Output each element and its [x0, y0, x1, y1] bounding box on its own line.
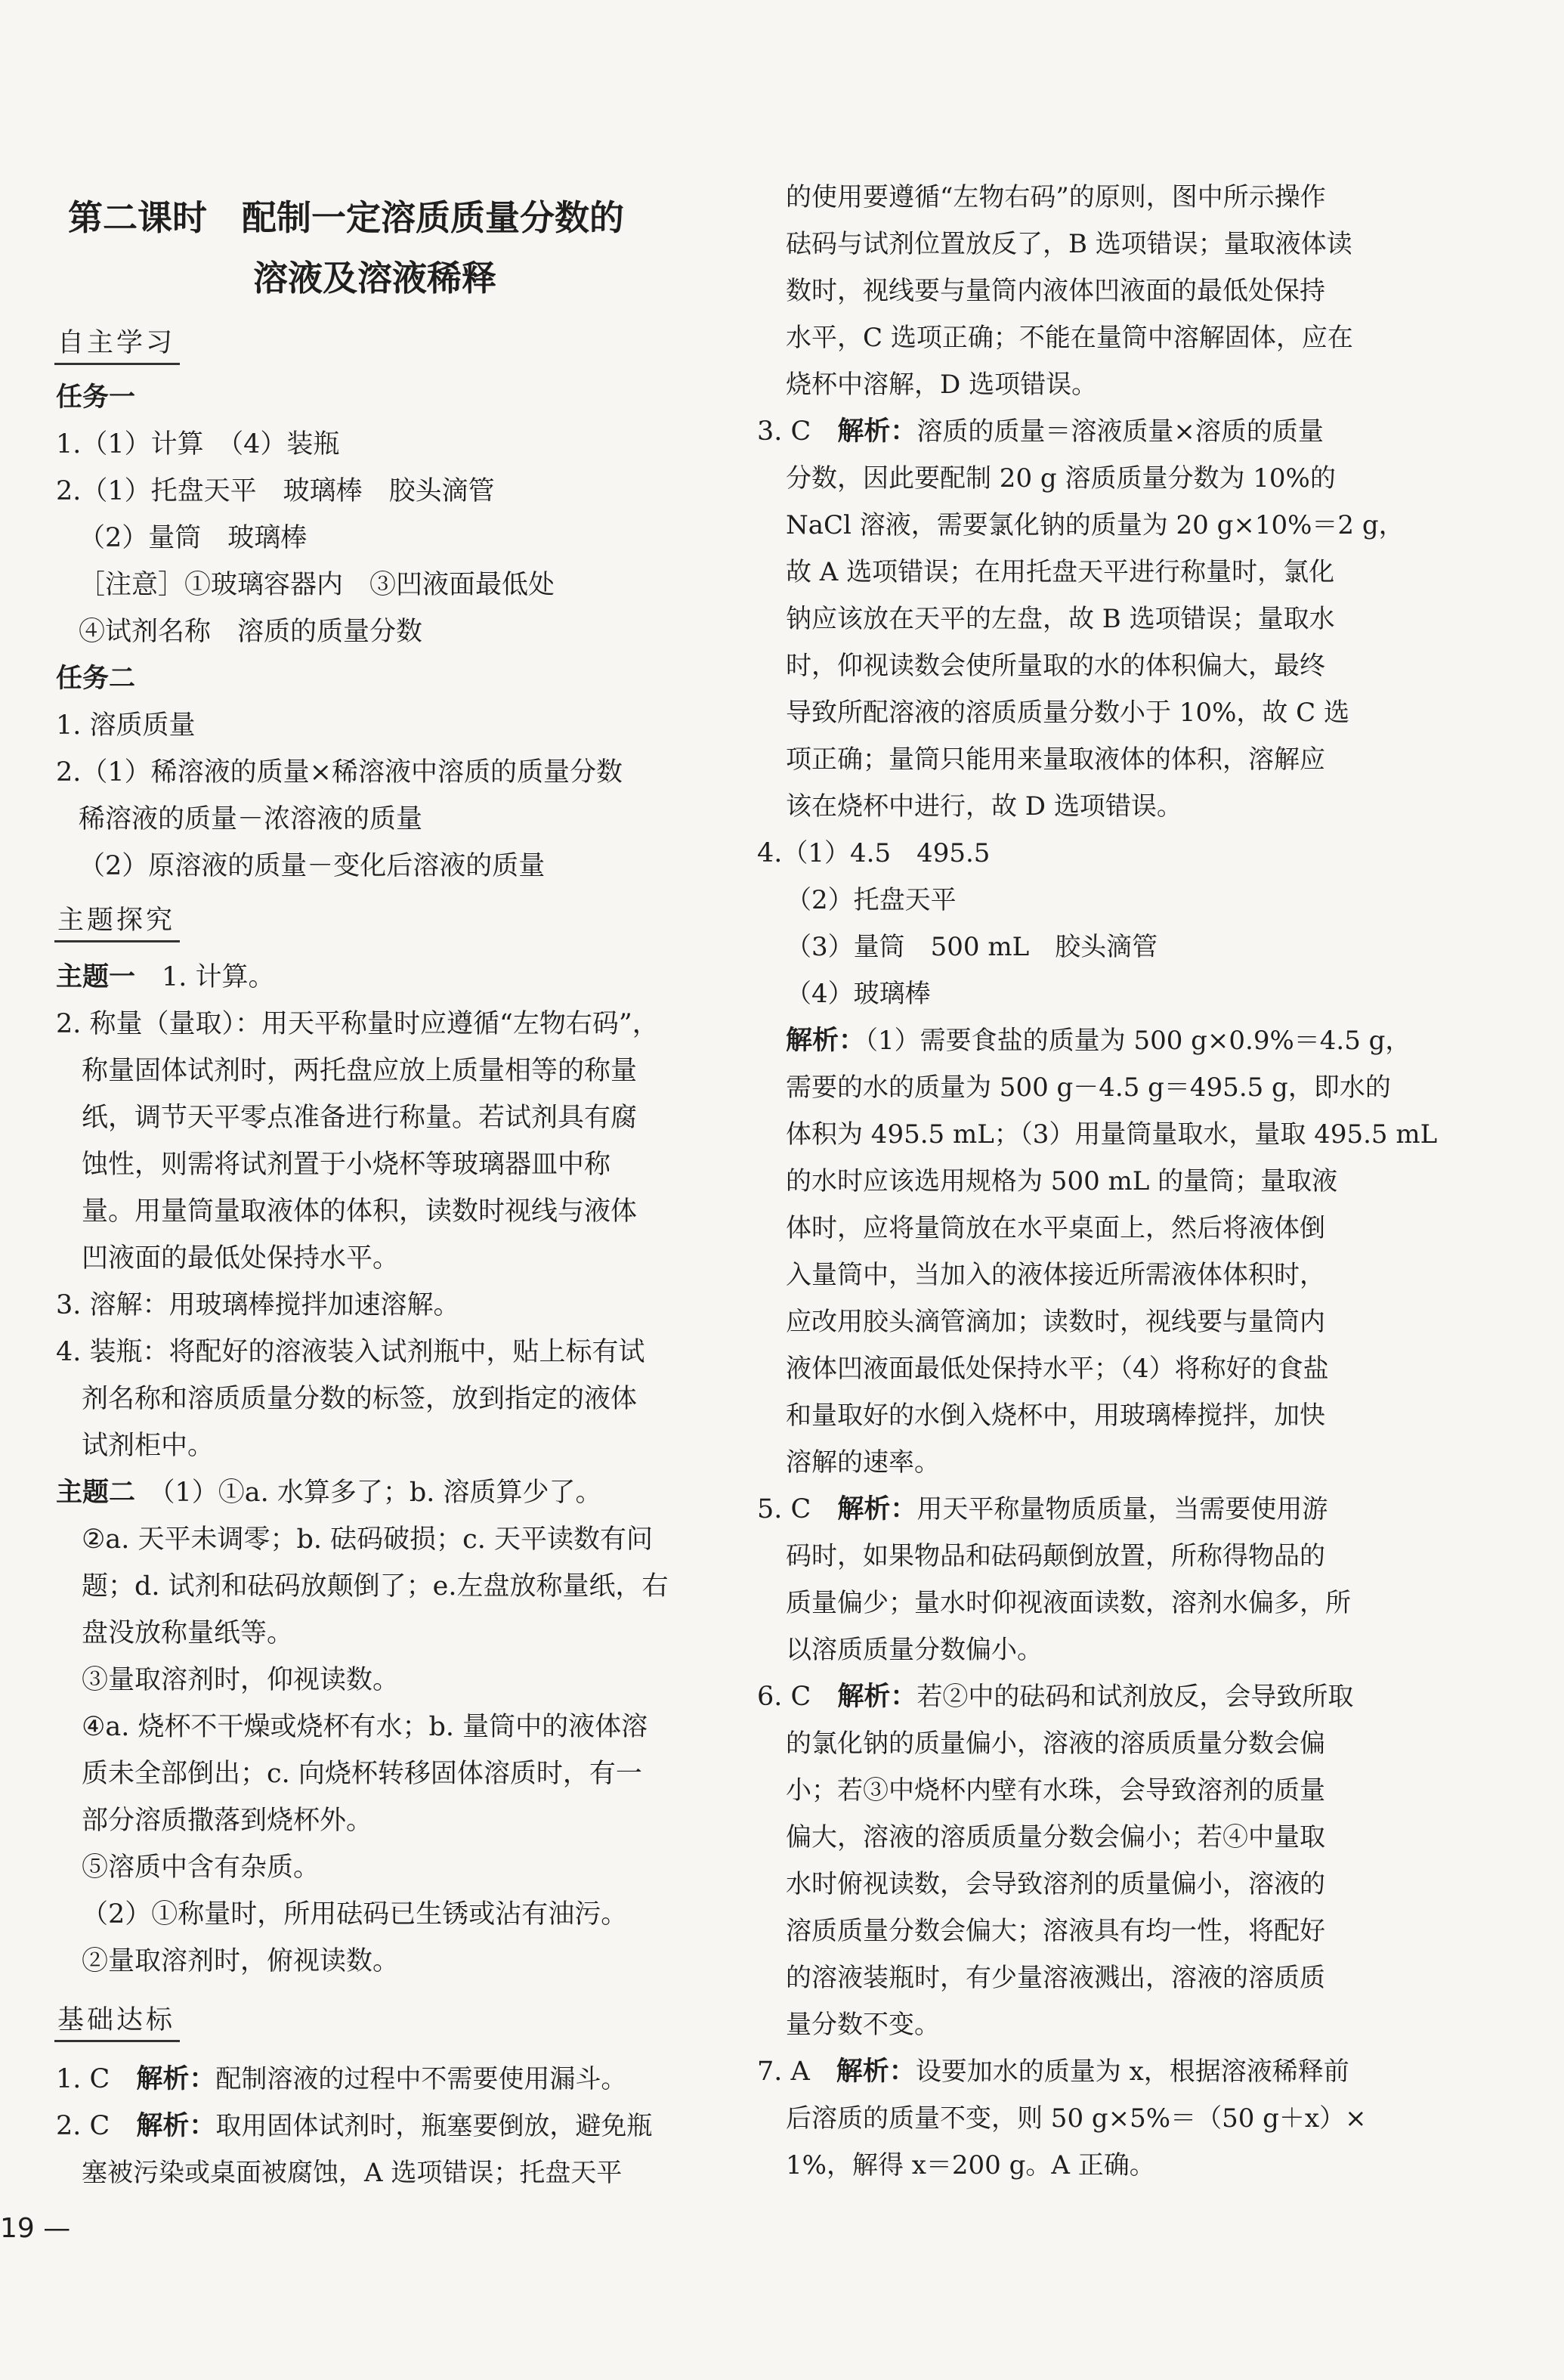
- text-line: [786, 1298, 1325, 1345]
- answer-text: （2）原溶液的质量－变化后溶液的质量: [79, 851, 546, 881]
- text-line: [786, 361, 1097, 408]
- text-line: [56, 954, 275, 1001]
- answer-text: 应改用胶头滴管滴加；读数时，视线要与量筒内: [786, 1307, 1325, 1337]
- text-line: [82, 1048, 637, 1094]
- answer-text: 凹液面的最低处保持水平。: [82, 1243, 400, 1274]
- analysis-label: 解析：: [837, 416, 917, 447]
- text-line: [79, 843, 545, 890]
- text-line: [82, 1094, 637, 1141]
- text-line: [786, 1908, 1325, 1954]
- answer-text: 质未全部倒出；c. 向烧杯转移固体溶质时，有一: [82, 1759, 642, 1789]
- answer-text: （1）4.5 495.5: [782, 838, 991, 868]
- answer-text: 量分数不变。: [786, 2010, 940, 2040]
- answer-text: 偏大，溶液的溶质质量分数会偏小；若④中量取: [786, 1822, 1325, 1852]
- answer-text: 2. 称量（量取）：用天平称量时应遵循“左物右码”，: [56, 1009, 659, 1039]
- answer-text: 体积为 495.5 mL；（3）用量筒量取水，量取 495.5 mL: [786, 1119, 1438, 1150]
- answer-text: 量。用量筒量取液体的体积，读数时视线与液体: [82, 1196, 638, 1227]
- answer-text: 1. 溶质质量: [56, 710, 196, 741]
- analysis-label: 解析：: [136, 2064, 216, 2094]
- text-line: [79, 515, 307, 562]
- text-line: [786, 1017, 1411, 1064]
- answer-text: （3）量筒 500 mL 胶头滴管: [786, 932, 1158, 962]
- text-line: [786, 1954, 1325, 2001]
- topic-heading: 主题一: [56, 962, 136, 992]
- text-line: [82, 1235, 399, 1282]
- text-line: [82, 1844, 320, 1891]
- topic-heading: 主题二: [56, 1478, 136, 1508]
- answer-text: 质量偏少；量水时仰视液面读数，溶剂水偏多，所: [786, 1588, 1351, 1618]
- answer-text: ④a. 烧杯不干燥或烧杯有水；b. 量筒中的液体溶: [82, 1712, 648, 1742]
- answer-text: 1%，解得 x＝200 g。A 正确。: [786, 2150, 1155, 2180]
- answer-text: 体时，应将量筒放在水平桌面上，然后将液体倒: [786, 1213, 1325, 1243]
- answer-text: 烧杯中溶解，D 选项错误。: [786, 370, 1098, 400]
- answer-text: 的使用要遵循“左物右码”的原则，图中所示操作: [786, 182, 1326, 212]
- text-line: [786, 924, 1158, 970]
- text-line: [786, 1205, 1325, 1252]
- answer-text: 和量取好的水倒入烧杯中，用玻璃棒搅拌，加快: [786, 1400, 1325, 1431]
- answer-text: 配制溶液的过程中不需要使用漏斗。: [215, 2064, 627, 2094]
- text-line: [757, 830, 990, 877]
- answer-text: 项正确；量筒只能用来量取液体的体积，溶解应: [786, 744, 1325, 775]
- answer-text: （2）量筒 玻璃棒: [79, 523, 308, 553]
- answer-text: 若②中的砝码和试剂放反，会导致所取: [916, 1682, 1354, 1712]
- task-heading: 任务二: [56, 664, 136, 694]
- section-zizhu: 自主学习: [54, 322, 180, 365]
- text-line: [82, 1141, 610, 1188]
- answer-text: ②a. 天平未调零；b. 砝码破损；c. 天平读数有问: [82, 1524, 654, 1555]
- answer-text: 设要加水的质量为 x，根据溶液稀释前: [915, 2057, 1349, 2087]
- title-line-1: 第二课时 配制一定溶质质量分数的: [68, 197, 624, 238]
- answer-text: 该在烧杯中进行，故 D 选项错误。: [786, 791, 1182, 822]
- text-line: [786, 1626, 1043, 1673]
- answer-text: 小；若③中烧杯内壁有水珠，会导致溶剂的质量: [786, 1775, 1325, 1806]
- answer-text: 砝码与试剂位置放反了，B 选项错误；量取液体读: [786, 229, 1352, 259]
- text-line: [786, 877, 957, 924]
- text-line: [786, 736, 1325, 783]
- answer-text: 题；d. 试剂和砝码放颠倒了；e.左盘放称量纸，右: [82, 1571, 669, 1602]
- text-line: [56, 655, 135, 702]
- answer-text: 塞被污染或桌面被腐蚀，A 选项错误；托盘天平: [82, 2158, 623, 2188]
- text-line: [786, 549, 1334, 596]
- answer-text: （1）①a. 水算多了；b. 溶质算少了。: [135, 1478, 602, 1508]
- text-line: [786, 970, 931, 1017]
- answer-text: 故 A 选项错误；在用托盘天平进行称量时，氯化: [786, 557, 1335, 587]
- question-number: 6. C: [757, 1682, 838, 1712]
- answer-text: 3. 溶解：用玻璃棒搅拌加速溶解。: [56, 1290, 460, 1320]
- answer-text: 入量筒中，当加入的液体接近所需液体体积时，: [786, 1260, 1325, 1290]
- answer-text: 溶解的速率。: [786, 1447, 940, 1478]
- text-line: [56, 1282, 460, 1329]
- text-line: [82, 1376, 637, 1422]
- answer-text: 数时，视线要与量筒内液体凹液面的最低处保持: [786, 276, 1325, 306]
- section-zhuti: 主题探究: [54, 899, 180, 942]
- text-line: [786, 1345, 1329, 1392]
- answer-text: 水平，C 选项正确；不能在量筒中溶解固体，应在: [786, 323, 1353, 353]
- question-number: 2. C: [56, 2111, 137, 2141]
- text-line: [82, 1188, 637, 1235]
- text-line: [786, 174, 1326, 221]
- text-line: [56, 421, 339, 468]
- analysis-label: 解析：: [837, 1494, 917, 1524]
- lesson-title: [68, 187, 688, 308]
- text-line: [82, 1516, 653, 1563]
- answer-text: （2）①称量时，所用砝码已生锈或沾有油污。: [82, 1899, 628, 1930]
- text-line: [786, 1392, 1325, 1439]
- text-line: [82, 1422, 214, 1469]
- text-line: [757, 1673, 1353, 1720]
- text-line: [79, 608, 422, 655]
- question-number: 4.: [757, 838, 783, 868]
- answer-text: 导致所配溶液的溶质质量分数小于 10%，故 C 选: [786, 698, 1350, 728]
- answer-text: 溶质质量分数会偏大；溶液具有均一性，将配好: [786, 1916, 1325, 1946]
- answer-text: （2）托盘天平: [786, 885, 957, 915]
- text-line: [786, 783, 1182, 830]
- text-line: [786, 1580, 1351, 1626]
- text-line: [82, 1938, 399, 1985]
- question-number: 1. C: [56, 2064, 137, 2094]
- text-line: [757, 2048, 1349, 2095]
- answer-text: 试剂柜中。: [82, 1431, 215, 1461]
- answer-text: 4. 装瓶：将配好的溶液装入试剂瓶中，贴上标有试: [56, 1337, 645, 1367]
- answer-text: 取用固体试剂时，瓶塞要倒放，避免瓶: [215, 2111, 653, 2141]
- question-number: 5. C: [757, 1494, 838, 1524]
- answer-text: 液体凹液面最低处保持水平；（4）将称好的食盐: [786, 1354, 1329, 1384]
- answer-text: ⑤溶质中含有杂质。: [82, 1852, 320, 1883]
- answer-text: 码时，如果物品和砝码颠倒放置，所称得物品的: [786, 1541, 1325, 1571]
- text-line: [786, 1064, 1391, 1111]
- answer-text: 需要的水的质量为 500 g－4.5 g＝495.5 g，即水的: [786, 1072, 1391, 1103]
- text-line: [786, 502, 1405, 549]
- text-line: [786, 596, 1335, 642]
- text-line: [79, 796, 422, 843]
- text-line: [786, 1439, 940, 1486]
- answer-text: （1）需要食盐的质量为 500 g×0.9%＝4.5 g，: [865, 1026, 1411, 1056]
- answer-text: 纸，调节天平零点准备进行称量。若试剂具有腐: [82, 1103, 638, 1133]
- answer-text: （4）玻璃棒: [786, 979, 931, 1009]
- answer-text: ③量取溶剂时，仰视读数。: [82, 1665, 400, 1695]
- text-line: [56, 468, 495, 515]
- text-line: [56, 1469, 602, 1516]
- text-line: [56, 702, 196, 749]
- section-jichu: 基础达标: [54, 1999, 180, 2042]
- text-line: [82, 1750, 642, 1797]
- text-line: [56, 749, 623, 796]
- answer-text: 的溶液装瓶时，有少量溶液溅出，溶液的溶质质: [786, 1963, 1325, 1993]
- analysis-label: 解析：: [786, 1026, 866, 1056]
- task-heading: 任务一: [56, 382, 136, 413]
- text-line: [56, 1329, 645, 1376]
- text-line: [786, 1767, 1325, 1814]
- answer-text: 部分溶质撒落到烧杯外。: [82, 1806, 373, 1836]
- answer-text: 分数，因此要配制 20 g 溶质质量分数为 10%的: [786, 463, 1336, 494]
- text-line: [56, 374, 135, 421]
- title-line-2: 溶液及溶液稀释: [253, 258, 496, 299]
- analysis-label: 解析：: [136, 2111, 216, 2141]
- text-line: [82, 2149, 622, 2196]
- text-line: [786, 1861, 1325, 1908]
- answer-text: ④试剂名称 溶质的质量分数: [79, 617, 423, 647]
- answer-text: ②量取溶剂时，俯视读数。: [82, 1946, 400, 1976]
- analysis-label: 解析：: [836, 2057, 916, 2087]
- text-line: [757, 408, 1324, 455]
- text-line: [56, 2103, 652, 2149]
- text-line: [757, 1486, 1328, 1533]
- answer-text: NaCl 溶液，需要氯化钠的质量为 20 g×10%＝2 g，: [786, 510, 1405, 540]
- text-line: [82, 1797, 372, 1844]
- text-line: [82, 1610, 293, 1657]
- answer-text: 后溶质的质量不变，则 50 g×5%＝（50 g＋x）×: [786, 2103, 1367, 2134]
- text-line: [786, 314, 1353, 361]
- answer-text: 2.（1）稀溶液的质量×稀溶液中溶质的质量分数: [56, 757, 623, 788]
- answer-text: 用天平称量物质质量，当需要使用游: [916, 1494, 1328, 1524]
- answer-text: 2.（1）托盘天平 玻璃棒 胶头滴管: [56, 476, 495, 506]
- text-line: [79, 562, 555, 608]
- answer-text: 溶质的质量＝溶液质量×溶质的质量: [916, 416, 1324, 447]
- answer-text: 的氯化钠的质量偏小，溶液的溶质质量分数会偏: [786, 1729, 1325, 1759]
- answer-text: 时，仰视读数会使所量取的水的体积偏大，最终: [786, 651, 1325, 681]
- text-line: [786, 1111, 1437, 1158]
- text-line: [56, 2056, 626, 2103]
- text-line: [786, 1533, 1325, 1580]
- answer-text: 以溶质质量分数偏小。: [786, 1635, 1043, 1665]
- text-line: [786, 1720, 1325, 1767]
- analysis-label: 解析：: [837, 1682, 917, 1712]
- text-line: [82, 1704, 648, 1750]
- answer-text: 1. 计算。: [135, 962, 275, 992]
- answer-text: ［注意］①玻璃容器内 ③凹液面最低处: [79, 570, 555, 600]
- answer-text: 剂名称和溶质质量分数的标签，放到指定的液体: [82, 1384, 638, 1414]
- text-line: [82, 1563, 669, 1610]
- answer-text: 稀溶液的质量－浓溶液的质量: [79, 804, 423, 834]
- text-line: [786, 221, 1352, 268]
- question-number: 7. A: [757, 2057, 836, 2087]
- question-number: 3. C: [757, 416, 838, 447]
- answer-text: 的水时应该选用规格为 500 mL 的量筒；量取液: [786, 1166, 1338, 1196]
- answer-text: 称量固体试剂时，两托盘应放上质量相等的称量: [82, 1056, 638, 1086]
- text-line: [786, 455, 1336, 502]
- text-line: [56, 1001, 659, 1048]
- page-number: 19 —: [0, 2213, 71, 2244]
- text-line: [786, 2001, 940, 2048]
- answer-text: 蚀性，则需将试剂置于小烧杯等玻璃器皿中称: [82, 1150, 611, 1180]
- text-line: [786, 2142, 1155, 2189]
- text-line: [786, 642, 1325, 689]
- text-line: [786, 268, 1325, 314]
- answer-text: 水时俯视读数，会导致溶剂的质量偏小，溶液的: [786, 1869, 1325, 1899]
- text-line: [82, 1657, 399, 1704]
- answer-text: 盘没放称量纸等。: [82, 1618, 294, 1648]
- text-line: [82, 1891, 627, 1938]
- text-line: [786, 1252, 1325, 1298]
- answer-text: 1.（1）计算 （4）装瓶: [56, 429, 340, 460]
- text-line: [786, 689, 1349, 736]
- text-line: [786, 2095, 1367, 2142]
- text-line: [786, 1814, 1325, 1861]
- text-line: [786, 1158, 1337, 1205]
- answer-text: 钠应该放在天平的左盘，故 B 选项错误；量取水: [786, 604, 1335, 634]
